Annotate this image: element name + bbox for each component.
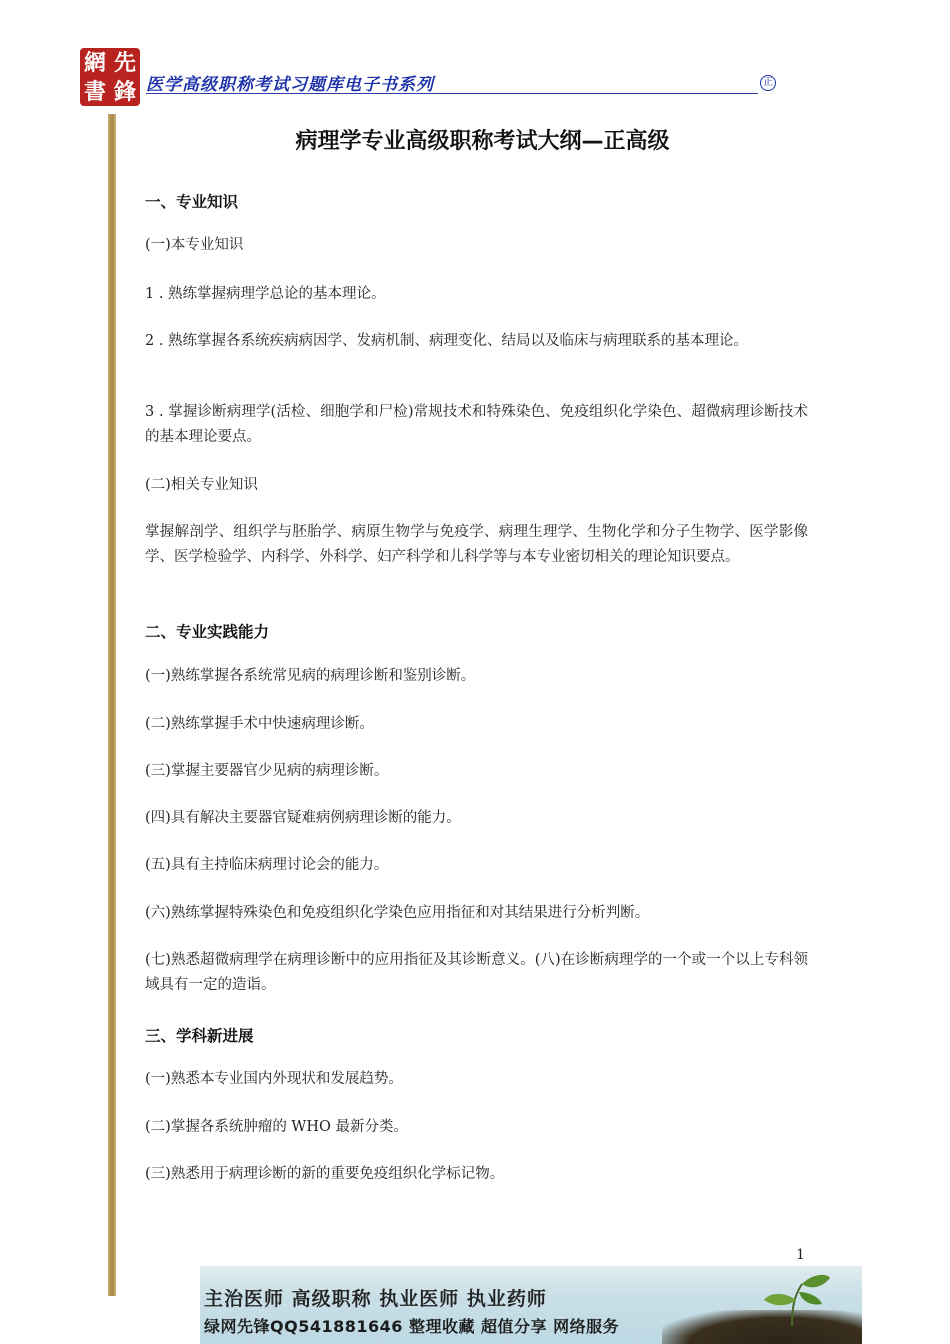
banner-text-bottom: 绿网先锋QQ541881646 整理收藏 超值分享 网络服务 (204, 1317, 620, 1336)
publisher-logo (80, 48, 140, 106)
logo-char: 書 (83, 78, 106, 105)
paragraph: (三)掌握主要器官少见病的病理诊断。 (145, 763, 389, 779)
paragraph: (七)熟悉超微病理学在病理诊断中的应用指征及其诊断意义。(八)在诊断病理学的一个或一个以上专科领域具有一定的造诣。 (145, 952, 808, 993)
section-heading: 三、学科新进展 (145, 1027, 254, 1045)
section-heading: 二、专业实践能力 (145, 623, 270, 641)
paragraph: (一)熟练掌握各系统常见病的病理诊断和鉴别诊断。 (145, 668, 476, 684)
paragraph: (四)具有解决主要器官疑难病例病理诊断的能力。 (145, 810, 461, 826)
paragraph: (一)熟悉本专业国内外现状和发展趋势。 (145, 1071, 403, 1087)
paragraph: (二)相关专业知识 (145, 477, 258, 493)
paragraph: 掌握解剖学、组织学与胚胎学、病原生物学与免疫学、病理生理学、生物化学和分子生物学、医学影像学、医学检验学、内科学、外科学、妇产科学和儿科学等与本专业密切相关的理论知识要点。 (145, 524, 808, 565)
document-title: 病理学专业高级职称考试大纲—正高级 (295, 129, 670, 154)
decorative-side-bar (108, 114, 116, 1296)
page-number: 1 (796, 1247, 805, 1263)
paragraph: (二)熟练掌握手术中快速病理诊断。 (145, 716, 374, 732)
header-divider (146, 93, 758, 94)
paragraph: 1 . 熟练掌握病理学总论的基本理论。 (145, 286, 386, 302)
paragraph: (五)具有主持临床病理讨论会的能力。 (145, 857, 389, 873)
banner-text-top: 主治医师 高级职称 执业医师 执业药师 (204, 1288, 547, 1310)
section-heading: 一、专业知识 (145, 193, 239, 211)
logo-char: 網 (83, 49, 106, 76)
series-title: 医学高级职称考试习题库电子书系列 (146, 75, 434, 95)
paragraph: (一)本专业知识 (145, 237, 244, 253)
sprout-icon (752, 1268, 832, 1328)
logo-char: 鋒 (113, 78, 136, 105)
header-mark: 正 (760, 75, 776, 91)
paragraph: (六)熟练掌握特殊染色和免疫组织化学染色应用指征和对其结果进行分析判断。 (145, 905, 650, 921)
paragraph: 2 . 熟练掌握各系统疾病病因学、发病机制、病理变化、结局以及临床与病理联系的基本理论。 (145, 333, 749, 349)
paragraph: (二)掌握各系统肿瘤的 WHO 最新分类。 (145, 1119, 408, 1135)
logo-char: 先 (113, 49, 136, 76)
footer-banner (200, 1266, 862, 1344)
paragraph: (三)熟悉用于病理诊断的新的重要免疫组织化学标记物。 (145, 1166, 505, 1182)
paragraph: 3 . 掌握诊断病理学(活检、细胞学和尸检)常规技术和特殊染色、免疫组织化学染色、超微病理诊断技术的基本理论要点。 (145, 404, 808, 445)
